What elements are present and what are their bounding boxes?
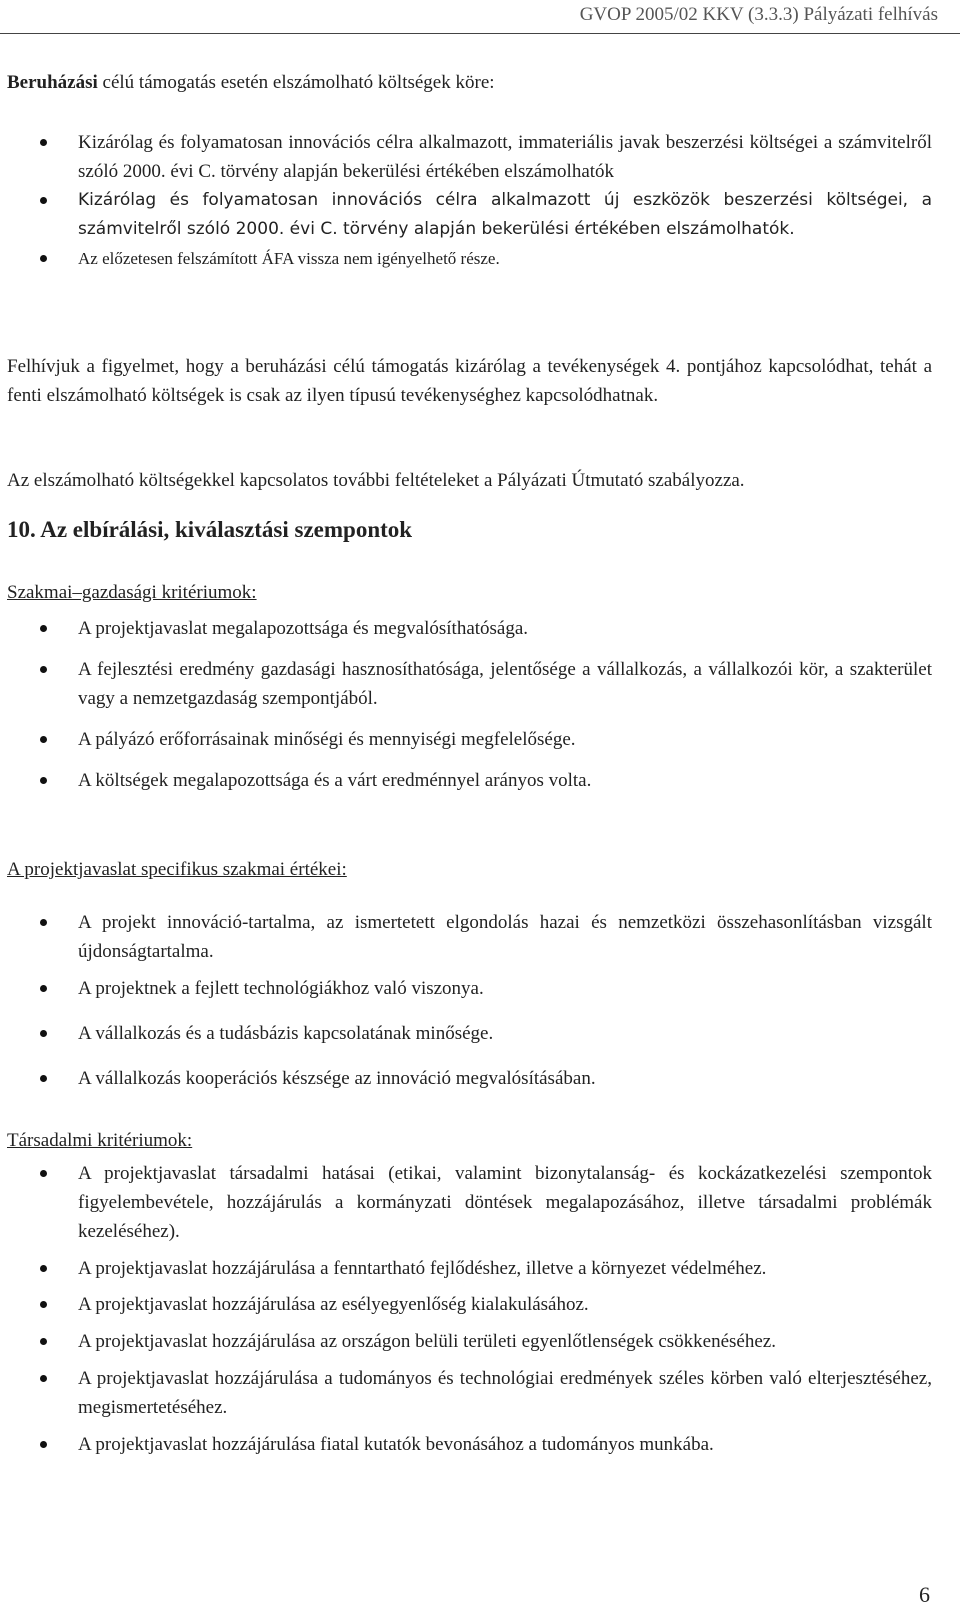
list-item: A pályázó erőforrásainak minőségi és mennyiségi megfelelősége.	[0, 725, 932, 754]
list-item: A vállalkozás és a tudásbázis kapcsolatának minősége.	[0, 1019, 932, 1048]
list-item: A költségek megalapozottsága és a várt eredménnyel arányos volta.	[0, 766, 932, 795]
list-item: Az előzetesen felszámított ÁFA vissza nem igényelhető része.	[0, 244, 932, 273]
list-item: A vállalkozás kooperációs készsége az innováció megvalósításában.	[0, 1064, 932, 1093]
investment-intro-bold: Beruházási	[7, 72, 98, 93]
list-item: A fejlesztési eredmény gazdasági hasznosíthatósága, jelentősége a vállalkozás, a vállalkozói kör, a szakterület vagy a nemzetgazdaság szempontjából.	[0, 655, 932, 713]
list-item: A projektjavaslat hozzájárulása a fenntartható fejlődéshez, illetve a környezet védelméhez.	[0, 1254, 932, 1283]
list-item: Kizárólag és folyamatosan innovációs célra alkalmazott, immateriális javak beszerzési költségei a számvitelről szóló 2000. évi C. törvény alapján bekerülési értékében elszámolhatók	[0, 128, 932, 186]
header-rule	[0, 33, 960, 34]
social-criteria-list	[0, 1159, 932, 1459]
specific-values-list	[0, 908, 932, 1093]
investment-intro	[7, 68, 932, 97]
list-item: Kizárólag és folyamatosan innovációs célra alkalmazott új eszközök beszerzési költségei, a számvitelről szóló 2000. évi C. törvény alapján bekerülési értékében elszámolhatók.	[0, 186, 932, 244]
specific-values-title: A projektjavaslat specifikus szakmai értékei:	[7, 859, 347, 880]
notice-paragraph: Felhívjuk a figyelmet, hogy a beruházási célú támogatás kizárólag a tevékenységek 4. pontjához kapcsolódhat, tehát a fenti elszámolható költségek is csak az ilyen típusú tevékenységhez kapcsolódhatnak.	[7, 356, 932, 406]
list-item: A projektnek a fejlett technológiákhoz való viszonya.	[0, 974, 932, 1003]
page-number: 6	[919, 1582, 930, 1607]
list-item: A projektjavaslat hozzájárulása az országon belüli területi egyenlőtlenségek csökkenéséhez.	[0, 1327, 932, 1356]
list-item: A projektjavaslat hozzájárulása a tudományos és technológiai eredmények széles körben való elterjesztéséhez, megismertetéséhez.	[0, 1364, 932, 1422]
social-criteria-title: Társadalmi kritériumok:	[7, 1130, 193, 1151]
running-header: GVOP 2005/02 KKV (3.3.3) Pályázati felhívás	[579, 4, 938, 25]
list-item: A projekt innováció-tartalma, az ismertetett elgondolás hazai és nemzetközi összehasonlításban vizsgált újdonságtartalma.	[0, 908, 932, 966]
investment-cost-list	[0, 128, 932, 273]
section-heading: 10. Az elbírálási, kiválasztási szempontok	[7, 517, 413, 542]
professional-criteria-title: Szakmai–gazdasági kritériumok:	[7, 582, 257, 603]
professional-criteria-list	[0, 614, 932, 795]
rules-paragraph: Az elszámolható költségekkel kapcsolatos további feltételeket a Pályázati Útmutató szabályozza.	[7, 470, 745, 491]
investment-intro-text: célú támogatás esetén elszámolható költségek köre:	[97, 72, 495, 93]
list-item: A projektjavaslat társadalmi hatásai (etikai, valamint bizonytalanság- és kockázatkezelési szempontok figyelembevétele, hozzájárulás a kormányzati döntések megalapozásához, illetve társadalmi problémák kezeléséhez).	[0, 1159, 932, 1246]
list-item: A projektjavaslat megalapozottsága és megvalósíthatósága.	[0, 614, 932, 643]
list-item: A projektjavaslat hozzájárulása fiatal kutatók bevonásához a tudományos munkába.	[0, 1430, 932, 1459]
list-item: A projektjavaslat hozzájárulása az esélyegyenlőség kialakulásához.	[0, 1290, 932, 1319]
